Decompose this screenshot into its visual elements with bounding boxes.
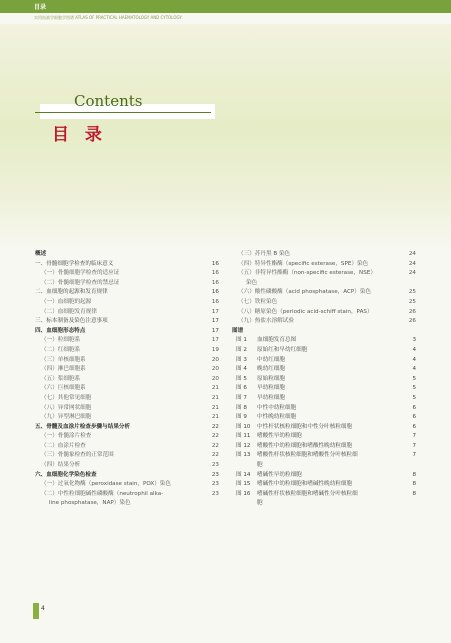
figure-entry-text	[232, 336, 416, 346]
toc-entry-page: 16	[211, 260, 219, 267]
toc-entry-title: （八）异常网状细胞	[41, 404, 92, 411]
toc-entry-page: 23	[211, 462, 219, 469]
toc-entry-page: 22	[211, 442, 219, 449]
toc-entry[interactable]	[35, 490, 219, 500]
figure-page: 6	[412, 414, 416, 421]
figure-title: 晚幼红细胞	[257, 366, 285, 373]
figure-entry[interactable]	[232, 451, 416, 461]
toc-entry[interactable]	[35, 250, 219, 260]
figure-page: 7	[412, 452, 416, 459]
toc-entry[interactable]	[35, 365, 219, 375]
toc-entry-title: （四）结果分析	[41, 462, 81, 469]
toc-entry[interactable]	[35, 288, 219, 298]
book-subtitle: 实用血液学细胞学图谱 ATLAS OF PRACTICAL HAEMATOLOGY AND CYTOLOGY	[34, 15, 182, 20]
toc-entry-page: 17	[211, 318, 219, 325]
toc-entry[interactable]	[35, 356, 219, 366]
toc-entry-title: （七）其他常见细胞	[41, 394, 92, 401]
figure-page: 5	[412, 375, 416, 382]
toc-entry-page: 23	[211, 490, 219, 497]
toc-entry[interactable]	[35, 413, 219, 423]
toc-entry-title: （六）巨核细胞系	[41, 385, 86, 392]
section-label: 目录	[34, 4, 47, 11]
toc-entry-page: 23	[211, 471, 219, 478]
toc-entry-page: 17	[211, 308, 219, 315]
figure-entry-text	[232, 499, 416, 509]
figure-title: 中性中幼粒细胞	[257, 404, 297, 411]
figure-title: 嗜酸性杆状核粒细胞和嗜酸性分叶核粒细	[257, 452, 358, 459]
toc-entry-title: （一）骨髓细胞学检查的适应证	[41, 270, 120, 277]
figure-entry-text	[232, 490, 416, 500]
toc-entry[interactable]	[35, 442, 219, 452]
figure-page: 4	[412, 356, 416, 363]
figure-entry[interactable]	[232, 384, 416, 394]
figure-page: 7	[412, 442, 416, 449]
figure-title: 胞	[257, 462, 263, 469]
figure-number: 图 14	[236, 471, 251, 478]
toc-entry[interactable]	[35, 394, 219, 404]
toc-entry[interactable]	[232, 298, 416, 308]
figure-number: 图 10	[236, 423, 251, 430]
figure-number: 图 12	[236, 442, 251, 449]
toc-entry-title: line phosphatase，NAP）染色	[49, 500, 131, 507]
page-number-bar	[33, 603, 39, 619]
toc-entry-title: （二）血细胞发育规律	[41, 308, 97, 315]
figure-title: 血细胞发育总图	[257, 337, 297, 344]
figure-entry[interactable]	[232, 346, 416, 356]
figure-entry[interactable]	[232, 336, 416, 346]
toc-entry[interactable]	[35, 404, 219, 414]
figure-entry[interactable]	[232, 432, 416, 442]
figure-title: 中幼红细胞	[257, 356, 285, 363]
toc-entry-title: （四）淋巴细胞系	[41, 366, 86, 373]
toc-entry-page: 24	[408, 260, 416, 267]
toc-entry-page: 21	[211, 385, 219, 392]
contents-title: Contents	[74, 92, 143, 110]
figure-entry-text	[232, 451, 416, 461]
figure-entry-text	[232, 413, 416, 423]
figure-number: 图 3	[236, 356, 247, 363]
toc-entry[interactable]	[35, 308, 219, 318]
toc-entry-title: （六）酸性磷酸酶（acid phosphatase，ACP）染色	[238, 289, 372, 296]
toc-entry-title: 六、血细胞化学染色检查	[35, 471, 97, 478]
figure-entry-text	[232, 404, 416, 414]
figure-title: 原始红和早幼红细胞	[257, 346, 308, 353]
toc-right-column	[232, 250, 416, 509]
toc-entry-title: （九）异型淋巴细胞	[41, 414, 92, 421]
toc-right-entries	[232, 250, 416, 336]
toc-entry-title: 一、骨髓细胞学检查的临床意义	[35, 260, 114, 267]
figure-entry[interactable]	[232, 480, 416, 490]
toc-entry-title: （二）红细胞系	[41, 346, 81, 353]
figure-entry-text	[232, 471, 416, 481]
chinese-title: 目 录	[52, 125, 107, 145]
figure-page: 3	[412, 337, 416, 344]
contents-underline	[35, 112, 211, 113]
toc-entry-page: 16	[211, 279, 219, 286]
toc-entry-title: （五）非特异性酯酶（non-specific esterase，NSE）	[238, 270, 376, 277]
figure-number: 图 9	[236, 414, 247, 421]
figure-list	[232, 336, 416, 509]
figure-page: 4	[412, 346, 416, 353]
toc-entry[interactable]	[35, 471, 219, 481]
toc-entry[interactable]	[232, 250, 416, 260]
figure-entry[interactable]	[232, 356, 416, 366]
figure-entry-text	[232, 365, 416, 375]
toc-entry-page: 21	[211, 414, 219, 421]
figure-page: 6	[412, 404, 416, 411]
toc-entry-page: 21	[211, 394, 219, 401]
toc-entry-title: 五、骨髓及血涂片检查步骤与结果分析	[35, 423, 131, 430]
toc-entry[interactable]	[35, 317, 219, 327]
figure-entry[interactable]	[232, 499, 416, 509]
figure-title: 嗜酸性中幼粒细胞和嗜酸性晚幼粒细胞	[257, 442, 353, 449]
figure-entry[interactable]	[232, 442, 416, 452]
figure-entry[interactable]	[232, 365, 416, 375]
toc-entry-page: 25	[408, 298, 416, 305]
toc-entry[interactable]	[35, 269, 219, 279]
figure-page: 8	[412, 481, 416, 488]
figure-page: 6	[412, 423, 416, 430]
toc-entry-title: 三、标本制备及染色注意事项	[35, 318, 108, 325]
page-number: 4	[41, 605, 45, 612]
figure-title: 原始粒细胞	[257, 375, 285, 382]
toc-entry-title: （八）糖原染色（periodic acid-schiff stain，PAS）	[238, 308, 373, 315]
toc-entry[interactable]	[232, 288, 416, 298]
figure-number: 图 4	[236, 366, 247, 373]
figure-entry-text	[232, 432, 416, 442]
figure-entry-text	[232, 461, 416, 471]
toc-entry[interactable]	[35, 384, 219, 394]
toc-entry-title: （二）中性粒细胞碱性磷酸酶（neutrophil alka-	[41, 490, 164, 497]
figure-number: 图 1	[236, 337, 247, 344]
toc-entry[interactable]	[35, 375, 219, 385]
figure-number: 图 13	[236, 452, 251, 459]
figure-number: 图 6	[236, 385, 247, 392]
toc-entry-page: 19	[211, 346, 219, 353]
toc-entry[interactable]	[35, 451, 219, 461]
figure-title: 嗜酸性早幼粒细胞	[257, 433, 302, 440]
toc-entry-page: 20	[211, 356, 219, 363]
toc-entry[interactable]	[35, 423, 219, 433]
figure-title: 中性晚幼粒细胞	[257, 414, 297, 421]
figure-entry-text	[232, 375, 416, 385]
figure-entry-text	[232, 384, 416, 394]
toc-entry-page: 16	[211, 270, 219, 277]
figure-title: 嗜碱性杆状核粒细胞和嗜碱性分叶核粒细	[257, 490, 358, 497]
toc-entry-title: 概述	[35, 251, 47, 257]
figure-number: 图 2	[236, 346, 247, 353]
toc-entry-page: 20	[211, 366, 219, 373]
figure-entry-text	[232, 442, 416, 452]
toc-entry[interactable]	[35, 336, 219, 346]
toc-entry-page: 26	[408, 308, 416, 315]
toc-entry-page: 24	[408, 251, 416, 257]
toc-entry-title: 二、血细胞的起源和发育规律	[35, 289, 108, 296]
toc-entry[interactable]	[35, 480, 219, 490]
toc-entry-page: 17	[211, 337, 219, 344]
figure-entry[interactable]	[232, 375, 416, 385]
toc-entry-title: （二）骨髓细胞学检查的禁忌证	[41, 279, 120, 286]
toc-left-column	[35, 250, 219, 509]
figure-number: 图 15	[236, 481, 251, 488]
toc-entry-title: （一）过氧化物酶（peroxidase stain，POX）染色	[41, 481, 171, 488]
figure-number: 图 5	[236, 375, 247, 382]
toc-entry-title: （三）单核细胞系	[41, 356, 86, 363]
figure-page: 5	[412, 394, 416, 401]
toc-entry-page: 21	[211, 404, 219, 411]
toc-entry[interactable]	[232, 317, 416, 327]
toc-entry[interactable]	[35, 298, 219, 308]
toc-entry[interactable]	[232, 327, 416, 337]
figure-entry[interactable]	[232, 461, 416, 471]
toc-entry-page: 20	[211, 375, 219, 382]
figure-entry[interactable]	[232, 404, 416, 414]
toc-entry-page: 22	[211, 452, 219, 459]
toc-entry-page: 23	[211, 481, 219, 488]
toc-entry-page: 22	[211, 433, 219, 440]
figure-entry[interactable]	[232, 471, 416, 481]
figure-entry-text	[232, 480, 416, 490]
toc-entry-title: （二）血涂片检查	[41, 442, 86, 449]
toc-entry-title: （三）骨髓象检查的正常范围	[41, 452, 114, 459]
toc-entry-title: （七）铁粒染色	[238, 298, 278, 305]
toc-entry-title: （一）骨髓涂片检查	[41, 433, 92, 440]
figure-entry[interactable]	[232, 394, 416, 404]
toc-entry[interactable]	[232, 308, 416, 318]
toc-entry[interactable]	[35, 432, 219, 442]
figure-entry-text	[232, 346, 416, 356]
toc-entry-page: 16	[211, 298, 219, 305]
figure-entry-text	[232, 394, 416, 404]
figure-title: 早幼粒细胞	[257, 394, 285, 401]
toc-entry[interactable]	[232, 260, 416, 270]
figure-page: 8	[412, 471, 416, 478]
toc-entry-title: （五）浆细胞系	[41, 375, 81, 382]
toc-entry-title: 四、血细胞形态特点	[35, 327, 86, 334]
toc-entry-title: 图谱	[232, 327, 244, 334]
toc-entry[interactable]	[35, 346, 219, 356]
figure-entry[interactable]	[232, 490, 416, 500]
figure-entry-text	[232, 423, 416, 433]
figure-page: 4	[412, 366, 416, 373]
toc-entry-title: （四）特异性酯酶（specific esterase，SPE）染色	[238, 260, 369, 267]
figure-entry-text	[232, 356, 416, 366]
figure-number: 图 7	[236, 394, 247, 401]
toc-entry-page: 25	[408, 289, 416, 296]
toc-entry[interactable]	[35, 327, 219, 337]
toc-entry[interactable]	[232, 279, 416, 289]
toc-entry[interactable]	[35, 499, 219, 509]
toc-entry-page: 24	[408, 270, 416, 277]
figure-number: 图 8	[236, 404, 247, 411]
toc-entry-page: 17	[211, 327, 219, 334]
toc-entry-page: 26	[408, 318, 416, 325]
figure-title: 胞	[257, 500, 263, 507]
figure-title: 嗜碱性中幼粒细胞和嗜碱性晚幼粒细胞	[257, 481, 353, 488]
toc-entry-title: （一）血细胞的起源	[41, 298, 92, 305]
figure-page: 7	[412, 433, 416, 440]
toc-entry[interactable]	[35, 260, 219, 270]
toc-entry[interactable]	[232, 269, 416, 279]
figure-entry[interactable]	[232, 413, 416, 423]
toc-entry-title: （三）苏丹黑 B 染色	[238, 251, 291, 257]
top-color-bar	[0, 0, 451, 13]
figure-page: 5	[412, 385, 416, 392]
toc-entry[interactable]	[35, 279, 219, 289]
toc-entry-page: 16	[211, 289, 219, 296]
toc-entry-title: （一）粒细胞系	[41, 337, 81, 344]
toc-entry-title: （九）热盐水溶解试验	[238, 318, 294, 325]
figure-number: 图 16	[236, 490, 251, 497]
toc-entry[interactable]	[35, 461, 219, 471]
toc-entry-page: 22	[211, 423, 219, 430]
figure-page: 8	[412, 490, 416, 497]
figure-number: 图 11	[236, 433, 251, 440]
figure-entry[interactable]	[232, 423, 416, 433]
figure-title: 早幼粒细胞	[257, 385, 285, 392]
figure-title: 嗜碱性早幼粒细胞	[257, 471, 302, 478]
toc-entry-title: 染色	[246, 279, 258, 286]
figure-title: 中性杆状核粒细胞和中性分叶核粒细胞	[257, 423, 353, 430]
